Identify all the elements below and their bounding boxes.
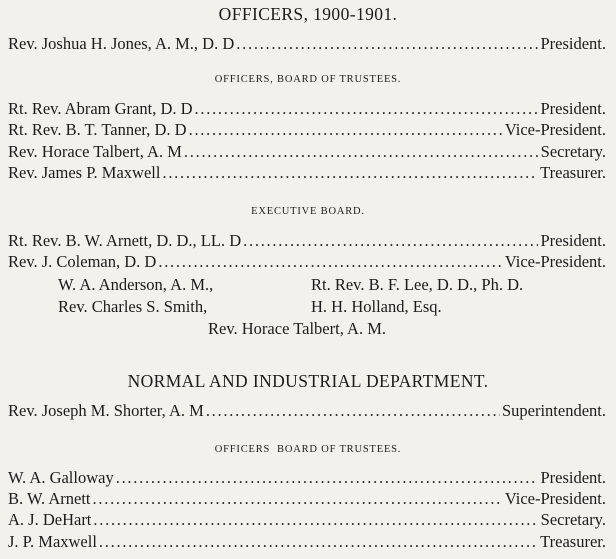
trustee-row <box>8 467 606 489</box>
executive-role: Vice-President. <box>504 252 606 271</box>
trustee-name: Rev. James P. Maxwell <box>8 163 161 182</box>
trustee-name: Rt. Rev. B. T. Tanner, D. D <box>8 120 187 139</box>
trustee-row <box>8 509 606 531</box>
trustee-row <box>8 98 606 120</box>
normal-department-heading: NORMAL AND INDUSTRIAL DEPARTMENT. <box>127 371 489 391</box>
trustee-name: B. W. Arnett <box>8 489 91 508</box>
executive-member: Rev. Horace Talbert, A. M. <box>208 319 387 338</box>
leader-dots <box>162 162 538 184</box>
executive-board-heading: EXECUTIVE BOARD. <box>251 206 365 217</box>
trustee-row <box>8 531 606 553</box>
leader-dots <box>158 251 502 273</box>
trustee-row <box>8 141 606 163</box>
executive-row <box>8 251 606 273</box>
executive-member: W. A. Anderson, A. M., <box>58 275 214 294</box>
trustee-role: President. <box>540 468 606 487</box>
trustee-name: W. A. Galloway <box>8 468 114 487</box>
department-role: Superintendent. <box>501 401 606 420</box>
trustee-role: Treasurer. <box>540 163 606 182</box>
executive-name: Rev. J. Coleman, D. D <box>8 252 157 271</box>
trustee-row <box>8 488 606 510</box>
leader-dots <box>206 400 500 422</box>
board-of-trustees-heading-2: OFFICERS BOARD OF TRUSTEES. <box>214 444 402 455</box>
leader-dots <box>184 141 539 163</box>
executive-role: President. <box>540 231 606 250</box>
trustee-row <box>8 119 606 141</box>
officer-name: Rev. Joshua H. Jones, A. M., D. D <box>8 34 235 53</box>
leader-dots <box>195 98 539 120</box>
trustee-role: President. <box>540 99 606 118</box>
leader-dots <box>99 531 538 553</box>
leader-dots <box>236 33 538 55</box>
trustee-role: Vice-President. <box>504 120 606 139</box>
executive-member: Rev. Charles S. Smith, <box>58 297 208 316</box>
trustee-name: J. P. Maxwell <box>8 532 97 551</box>
trustee-row <box>8 162 606 184</box>
officers-heading: OFFICERS, 1900-1901. <box>218 4 398 24</box>
executive-member: H. H. Holland, Esq. <box>311 297 442 316</box>
trustee-name: Rev. Horace Talbert, A. M <box>8 142 182 161</box>
leader-dots <box>93 488 503 510</box>
trustee-role: Secretary. <box>540 142 606 161</box>
executive-member: Rt. Rev. B. F. Lee, D. D., Ph. D. <box>311 275 524 294</box>
leader-dots <box>93 509 538 531</box>
executive-row <box>8 230 606 252</box>
officer-row <box>8 33 606 55</box>
trustee-role: Secretary. <box>540 510 606 529</box>
trustee-name: A. J. DeHart <box>8 510 92 529</box>
leader-dots <box>189 119 503 141</box>
trustee-role: Treasurer. <box>540 532 606 551</box>
executive-name: Rt. Rev. B. W. Arnett, D. D., LL. D <box>8 231 242 250</box>
department-row <box>8 400 606 422</box>
board-of-trustees-heading: OFFICERS, BOARD OF TRUSTEES. <box>214 74 402 85</box>
leader-dots <box>243 230 538 252</box>
department-name: Rev. Joseph M. Shorter, A. M <box>8 401 204 420</box>
leader-dots <box>116 467 539 489</box>
trustee-role: Vice-President. <box>504 489 606 508</box>
officer-role: President. <box>540 34 606 53</box>
trustee-name: Rt. Rev. Abram Grant, D. D <box>8 99 193 118</box>
